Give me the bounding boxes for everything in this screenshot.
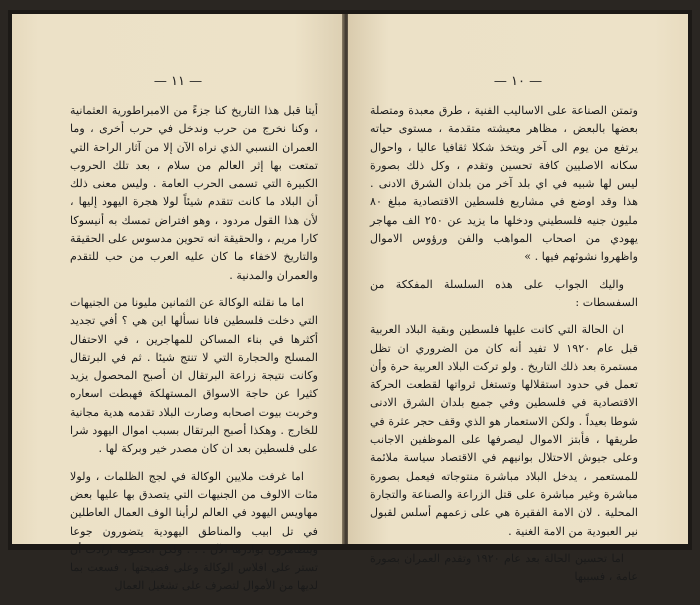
paragraph: ان الحالة التي كانت عليها فلسطين وبقية البلاد العربية قبل عام ١٩٢٠ لا تفيد أنه كان من الضروري ان تظل مستمرة بعد ذلك التاريخ . ولو تركت البلاد العربية حرة وأن تعمل في حدود استقلالها وتستغل ثرواتها لقطعت الحركة الاقتصادية في فلسطين وفي جميع بلدان الشرق الادنى شوطا بعيداً . ولكن الاستعمار هو الذي وقف حجر عثرة في طريقها ، فأبتز الاموال ليصرفها على الموظفين الاجانب وعلى جيوش الاحتلال بوانيهم في الاقتصاد سياسة ملائمة للمستعمر ، يدخل البلاد مباشرة منتوجاته فيعمل بصورة مباشرة وغير مباشرة على قتل الزراعة والصناعة والتجارة المحلية . لان الامة الفقيرة هي على زعمهم أسلس لقبول نير العبودية من الامة الغنية . [370,323,638,538]
paragraph: واليك الجواب على هذه السلسلة المفككة من السفسطات : [370,277,638,309]
page-number: — ١١ — [153,74,203,89]
page-text [70,102,318,605]
paragraph: وتمتن الصناعة على الاساليب الفنية ، طرق معبدة ومتصلة بعضها بالبعض ، مظاهر معيشته متقدمة ، مستوى حياته يرتفع من يوم الى آخر ويتخذ شكلا ثقافيا عاليا ، واحوال سكانه الاصليين كافة تحسين وتقدم ، وكل ذلك بصورة ليس لها شبيه في اي بلد آخر من بلدان الشرق الادنى . هذا وقد اوضع في مشاريع فلسطين الاقتصادية مبلغ ٨٠ مليون جنيه فلسطيني ودخلها ما يزيد عن ٢٥٠ الف مهاجر يهودي من اصحاب المواهب والفن ورؤوس الاموال واظهروا نشوئهم فيها . » [370,104,638,264]
paragraph: اما ما نقلته الوكالة عن الثمانين مليونا من الجنيهات التي دخلت فلسطين فانا نسألها اين هي ؟ أفي تجديد أكثرها في بناء المساكن للمهاجرين ، في الاحتفال المسلح والحجارة التي لا تنتج شيئا . ثم في البرتقال وكانت نتيجة زراعة البرتقال ان أصبح المحصول يزيد كثيرا عن حاجة الاسواق المستهلكة فهبطت اسعاره وخربت بيوت اصحابه وصارت البلاد تقدمه هدية مجانية للخارج . وهكذا أصبح البرتقال بسبب اموال اليهود شرا على فلسطين بعد ان كان مصدر خير وبركة لها . [70,295,318,456]
page-text [370,102,638,595]
left-page [12,14,344,593]
paragraph: اما غرفت ملايين الوكالة في لجج الظلمات ، ولولا مئات الالوف من الجنيهات التي يتصدق بها عليها بعض مهاويس اليهود في العالم لرأينا الوف العمال العاطلين في تل ابيب والمناطق اليهودية يتضورون جوعا ويتظاهرون بوادرها الآن . . . ولكن الحكومة ارادت أن تستر على افلاس الوكالة وعلى فضيحتها ، فسعت بما لديها من الأموال لتصرف على تشغيل العمال [70,469,318,593]
open-book [8,10,692,593]
page-number: — ١٠ — [493,74,543,89]
paragraph: اما تحسين الحالة بعد عام ١٩٢٠ وتقدم العمران بصورة عامة ، فسببها [370,551,638,584]
right-page [348,14,688,584]
paragraph: أيتا قبل هذا التاريخ كنا جزءً من الامبراطورية العثمانية ، وكنا نخرج من حرب وندخل في حرب أخرى ، وما العمران النسبي الذي نراه الآن إلا من آثار الراحة التي تمتعت بها إثر العالم من سلام ، بعد تلك الحروب الكبيرة التي تسمى الحرب العامة . وليس معنى ذلك أن البلاد ما كانت تتقدم شيئاً لولا هجرة اليهود إليها ، لأن هذا القول مردود ، وهو افتراض تمسك به أنيسوكا كارا مريم ، والحقيقة انه تحوين مدسوس على الحقيقة والتاريخ لاخفاء ما كان عليه العرب من حب للتقدم والعمران والمدنية . [70,104,318,282]
